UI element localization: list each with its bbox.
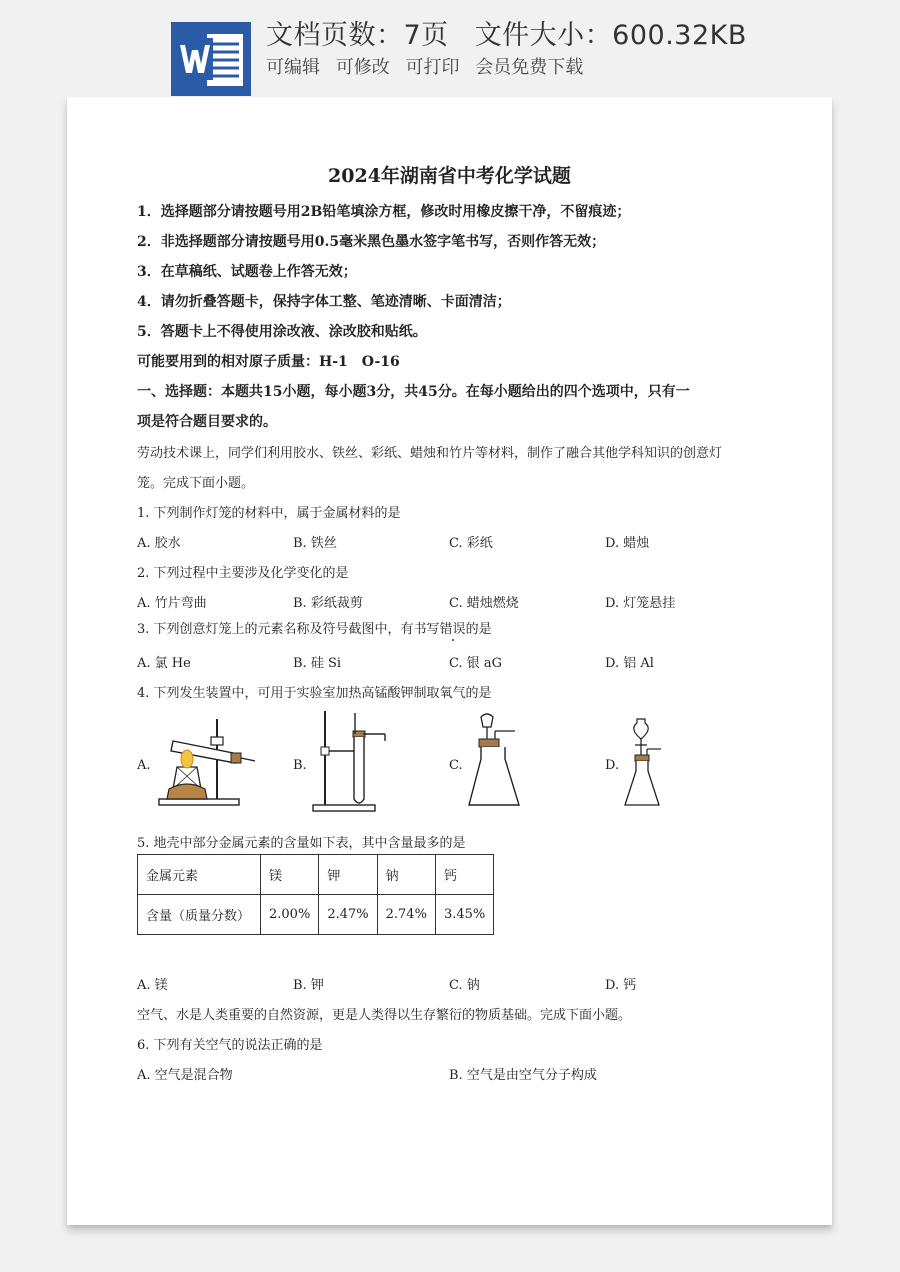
atomic-mass-note: 可能要用到的相对原子质量：H-1 O-16 <box>137 354 400 370</box>
page-count: 文档页数：7页 <box>266 20 449 51</box>
feature-list <box>266 56 593 80</box>
question-6-stem: 6. 下列有关空气的说法正确的是 <box>137 1038 323 1053</box>
instruction-5: 5．答题卡上不得使用涂改液、涂改胶和贴纸。 <box>137 324 427 340</box>
q4-option-c: C. <box>449 758 463 773</box>
table-cell: 钠 <box>377 855 435 895</box>
question-5-stem: 5. 地壳中部分金属元素的含量如下表，其中含量最多的是 <box>137 836 466 851</box>
q6-option-a: A. 空气是混合物 <box>137 1068 233 1083</box>
file-info-title <box>266 18 747 54</box>
table-row <box>138 855 494 895</box>
doc-title: 2024年湖南省中考化学试题 <box>328 165 571 187</box>
q3-option-c: C. 银 aG <box>449 656 503 671</box>
q2-option-d: D. 灯笼悬挂 <box>605 596 676 611</box>
q1-option-c: C. 彩纸 <box>449 536 493 551</box>
metal-content-table <box>137 854 494 935</box>
q4-option-d: D. <box>605 758 620 773</box>
apparatus-b-test-tube-stand-icon <box>309 707 399 815</box>
instruction-1: 1．选择题部分请按题号用2B铅笔填涂方框，修改时用橡皮擦干净，不留痕迹； <box>137 204 631 220</box>
q3-option-a: A. 氯 He <box>137 656 191 671</box>
instruction-3: 3．在草稿纸、试题卷上作答无效； <box>137 264 357 280</box>
table-cell: 3.45% <box>435 895 493 935</box>
table-cell: 钾 <box>319 855 377 895</box>
question-2-stem: 2. 下列过程中主要涉及化学变化的是 <box>137 566 349 581</box>
q4-option-a: A. <box>137 758 151 773</box>
q1-option-a: A. 胶水 <box>137 536 181 551</box>
context-1-line2: 笼。完成下面小题。 <box>137 476 255 491</box>
question-1-stem: 1. 下列制作灯笼的材料中，属于金属材料的是 <box>137 506 401 521</box>
table-cell: 钙 <box>435 855 493 895</box>
table-cell: 金属元素 <box>138 855 261 895</box>
q1-option-d: D. 蜡烛 <box>605 536 650 551</box>
word-document-icon <box>171 22 251 96</box>
q3-option-b: B. 硅 Si <box>293 656 342 671</box>
question-4-stem: 4. 下列发生装置中，可用于实验室加热高锰酸钾制取氧气的是 <box>137 686 492 701</box>
q2-option-c: C. 蜡烛燃烧 <box>449 596 519 611</box>
instruction-4: 4．请勿折叠答题卡，保持字体工整、笔迹清晰、卡面清洁； <box>137 294 511 310</box>
feature-member-download: 会员免费下载 <box>475 57 584 78</box>
q2-option-b: B. 彩纸裁剪 <box>293 596 363 611</box>
q5-option-a: A. 镁 <box>137 978 168 993</box>
q3-stem-after: 的是 <box>465 622 492 637</box>
section-heading-line2: 项是符合题目要求的。 <box>137 414 277 430</box>
table-cell: 2.47% <box>319 895 377 935</box>
q1-option-b: B. 铁丝 <box>293 536 337 551</box>
q3-option-d: D. 铝 Al <box>605 656 654 671</box>
apparatus-a-heating-tube-icon <box>155 709 259 809</box>
q5-option-d: D. 钙 <box>605 978 637 993</box>
question-3-stem <box>137 618 492 637</box>
q5-option-b: B. 钾 <box>293 978 324 993</box>
table-row <box>138 895 494 935</box>
q4-option-b: B. <box>293 758 307 773</box>
q3-stem-before: 3. 下列创意灯笼上的元素名称及符号截图中，有书写 <box>137 622 440 637</box>
file-size: 文件大小：600.32KB <box>474 20 747 51</box>
instruction-2: 2．非选择题部分请按题号用0.5毫米黑色墨水签字笔书写，否则作答无效； <box>137 234 606 250</box>
section-heading-line1: 一、选择题：本题共15小题，每小题3分，共45分。在每小题给出的四个选项中，只有一 <box>137 384 690 400</box>
context-1-line1: 劳动技术课上，同学们利用胶水、铁丝、彩纸、蜡烛和竹片等材料，制作了融合其他学科知识的创意灯 <box>137 446 723 461</box>
table-cell: 2.00% <box>261 895 319 935</box>
apparatus-c-conical-flask-funnel-icon <box>465 709 529 813</box>
q2-option-a: A. 竹片弯曲 <box>137 596 207 611</box>
q6-option-b: B. 空气是由空气分子构成 <box>449 1068 597 1083</box>
context-2: 空气、水是人类重要的自然资源，更是人类得以生存繁衍的物质基础。完成下面小题。 <box>137 1008 632 1023</box>
feature-printable: 可打印 <box>405 57 460 78</box>
q5-option-c: C. 钠 <box>449 978 480 993</box>
feature-editable: 可编辑 <box>266 57 320 78</box>
q3-stem-emphasis: 错误 <box>439 622 466 637</box>
table-cell: 含量（质量分数） <box>138 895 261 935</box>
apparatus-d-separatory-funnel-flask-icon <box>623 715 673 811</box>
table-cell: 2.74% <box>377 895 435 935</box>
table-cell: 镁 <box>261 855 319 895</box>
document-page <box>67 97 832 1225</box>
feature-modifiable: 可修改 <box>335 57 390 78</box>
